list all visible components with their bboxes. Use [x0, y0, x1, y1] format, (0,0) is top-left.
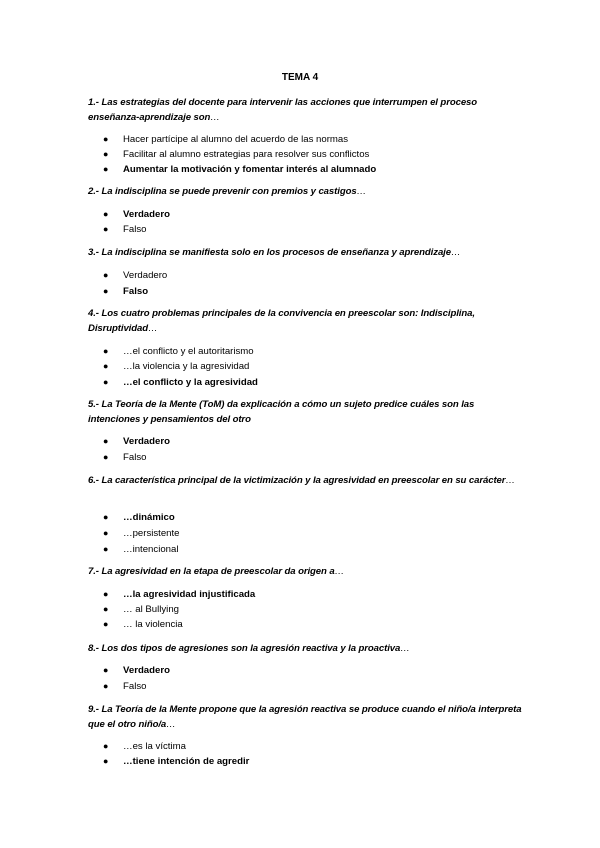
option-9-2 — [103, 754, 249, 769]
question-2 — [88, 184, 528, 199]
option-7-2 — [103, 602, 179, 617]
bullet-icon: ● — [103, 224, 109, 234]
option-text: Facilitar al alumno estrategias para resolver sus conflictos — [123, 149, 370, 160]
bullet-icon: ● — [103, 452, 109, 462]
bullet-icon: ● — [103, 346, 109, 356]
bullet-icon: ● — [103, 756, 109, 766]
option-1-2 — [103, 147, 369, 162]
option-text: Falso — [123, 452, 147, 463]
question-ellipsis: … — [334, 566, 345, 577]
option-text: Verdadero — [123, 209, 170, 220]
option-7-3 — [103, 617, 183, 632]
option-7-1 — [103, 587, 255, 602]
question-text: 6.- La característica principal de la victimización y la agresividad en preescolar en su carácter — [88, 475, 506, 486]
option-text: Hacer partícipe al alumno del acuerdo de las normas — [123, 134, 349, 145]
option-3-1 — [103, 268, 167, 283]
question-text: 1.- Las estrategias del docente para intervenir las acciones que interrumpen el proceso enseñanza-aprendizaje son — [88, 97, 478, 123]
option-text: Falso — [123, 224, 147, 235]
option-text: … la violencia — [123, 619, 183, 630]
option-text: …la agresividad injustificada — [123, 589, 256, 600]
bullet-icon: ● — [103, 164, 109, 174]
option-8-2 — [103, 679, 146, 694]
question-ellipsis: … — [356, 186, 367, 197]
bullet-icon: ● — [103, 286, 109, 296]
bullet-icon: ● — [103, 377, 109, 387]
question-ellipsis: … — [148, 323, 158, 334]
option-text: Verdadero — [123, 270, 168, 281]
option-text: …el conflicto y la agresividad — [123, 377, 258, 388]
question-text: 8.- Los dos tipos de agresiones son la agresión reactiva y la proactiva — [88, 643, 401, 654]
bullet-icon: ● — [103, 528, 109, 538]
option-4-3 — [103, 375, 258, 390]
option-text: …el conflicto y el autoritarismo — [123, 346, 254, 357]
option-8-1 — [103, 663, 170, 678]
question-ellipsis: … — [210, 112, 220, 123]
bullet-icon: ● — [103, 681, 109, 691]
option-text: Verdadero — [123, 665, 170, 676]
page-title: TEMA 4 — [281, 72, 319, 83]
option-6-2 — [103, 526, 180, 541]
bullet-icon: ● — [103, 589, 109, 599]
question-5 — [88, 397, 528, 427]
option-2-1 — [103, 207, 170, 222]
bullet-icon: ● — [103, 512, 109, 522]
option-5-1 — [103, 434, 170, 449]
option-2-2 — [103, 222, 146, 237]
bullet-icon: ● — [103, 361, 109, 371]
option-text: …persistente — [123, 528, 180, 539]
option-text: Falso — [123, 681, 147, 692]
option-text: …la violencia y la agresividad — [123, 361, 250, 372]
option-text: …tiene intención de agredir — [123, 756, 250, 767]
question-text: 2.- La indisciplina se puede prevenir con premios y castigos — [88, 186, 357, 197]
bullet-icon: ● — [103, 209, 109, 219]
option-text: Verdadero — [123, 436, 170, 447]
option-text: … al Bullying — [123, 604, 179, 615]
option-6-1 — [103, 510, 175, 525]
option-6-3 — [103, 542, 178, 557]
question-1 — [88, 95, 528, 125]
bullet-icon: ● — [103, 149, 109, 159]
bullet-icon: ● — [103, 604, 109, 614]
question-text: 3.- La indisciplina se manifiesta solo en los procesos de enseñanza y aprendizaje — [88, 247, 451, 258]
question-ellipsis: … — [166, 719, 176, 730]
question-text: 9.- La Teoría de la Mente propone que la agresión reactiva se produce cuando el niño/a interpreta que el otro niño/a — [88, 704, 522, 730]
question-ellipsis: … — [400, 643, 410, 654]
option-4-1 — [103, 344, 254, 359]
option-text: …dinámico — [123, 512, 175, 523]
question-text: 5.- La Teoría de la Mente (ToM) da explicación a cómo un sujeto predice cuáles son las intenciones y pensamientos del otro — [88, 399, 475, 425]
question-text: 7.- La agresividad en la etapa de preescolar da origen a — [88, 566, 335, 577]
bullet-icon: ● — [103, 134, 109, 144]
option-text: Aumentar la motivación y fomentar interés al alumnado — [123, 164, 377, 175]
question-text: 4.- Los cuatro problemas principales de la convivencia en preescolar son: Indisciplina, Disruptividad — [88, 308, 475, 334]
option-text: …es la víctima — [123, 741, 186, 752]
question-ellipsis: … — [450, 247, 461, 258]
question-7 — [88, 564, 528, 579]
bullet-icon: ● — [103, 436, 109, 446]
bullet-icon: ● — [103, 270, 109, 280]
option-text: Falso — [123, 286, 149, 297]
question-3 — [88, 245, 528, 260]
bullet-icon: ● — [103, 741, 109, 751]
question-9 — [88, 702, 528, 732]
option-3-2 — [103, 284, 148, 299]
question-ellipsis: … — [505, 475, 515, 486]
bullet-icon: ● — [103, 544, 109, 554]
option-9-1 — [103, 739, 186, 754]
option-1-1 — [103, 132, 348, 147]
option-1-3 — [103, 162, 376, 177]
bullet-icon: ● — [103, 665, 109, 675]
question-4 — [88, 306, 528, 336]
option-5-2 — [103, 450, 146, 465]
question-8 — [88, 641, 528, 656]
bullet-icon: ● — [103, 619, 109, 629]
question-6 — [88, 473, 528, 488]
option-text: …intencional — [123, 544, 179, 555]
option-4-2 — [103, 359, 249, 374]
